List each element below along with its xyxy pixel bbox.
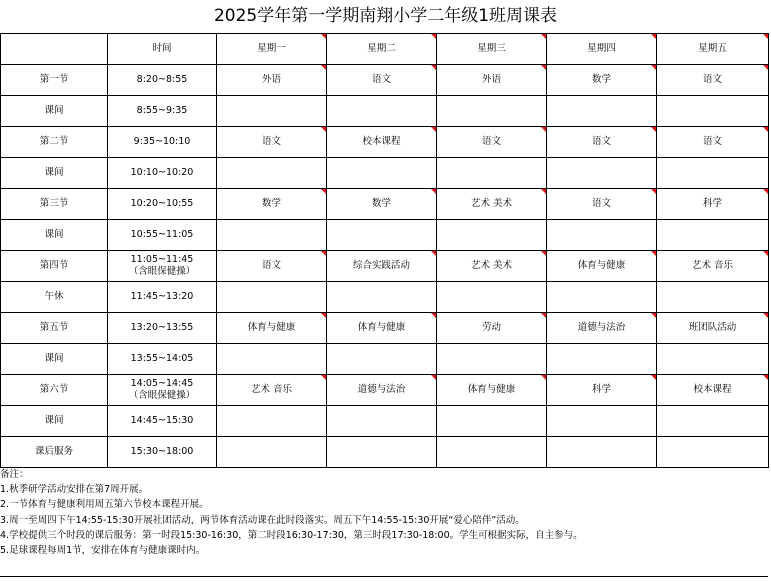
class-cell-monday: 语文: [217, 251, 327, 282]
class-cell-tuesday: [327, 220, 437, 251]
class-cell-wednesday: [437, 406, 547, 437]
time-line: 13:55~14:05: [130, 353, 194, 364]
header-corner: [1, 34, 108, 65]
class-cell-thursday: 科学: [547, 375, 657, 406]
class-cell-wednesday: 劳动: [437, 313, 547, 344]
period-time: [108, 127, 217, 158]
class-cell-thursday: [547, 437, 657, 468]
class-cell-thursday: 数学: [547, 65, 657, 96]
time-line: 9:35~10:10: [133, 136, 191, 147]
header-friday: 星期五: [657, 34, 769, 65]
time-line: （含眼保健操）: [128, 266, 196, 277]
class-cell-tuesday: [327, 158, 437, 189]
schedule-row: [1, 251, 769, 282]
class-cell-thursday: 语文: [547, 189, 657, 220]
period-label: 第四节: [1, 251, 108, 282]
period-label: 第二节: [1, 127, 108, 158]
period-label: 课间: [1, 96, 108, 127]
note-line: 3.周一至周四下午14:55-15:30开展社团活动，两节体育活动课在此时段落实。周五下午14:55-15:30开展“爱心陪伴”活动。: [0, 514, 525, 526]
bottom-border: [0, 576, 768, 577]
period-time: [108, 220, 217, 251]
schedule-row: [1, 96, 769, 127]
class-cell-monday: 体育与健康: [217, 313, 327, 344]
class-cell-wednesday: [437, 344, 547, 375]
class-cell-wednesday: 艺术 美术: [437, 251, 547, 282]
time-line: 11:05~11:45: [130, 254, 194, 265]
class-cell-friday: [657, 406, 769, 437]
class-cell-tuesday: [327, 437, 437, 468]
schedule-title: 2025学年第一学期南翔小学二年级1班周课表: [213, 6, 558, 26]
class-cell-tuesday: [327, 406, 437, 437]
class-cell-monday: 艺术 音乐: [217, 375, 327, 406]
class-cell-friday: [657, 344, 769, 375]
time-line: 10:55~11:05: [130, 229, 194, 240]
class-cell-thursday: [547, 344, 657, 375]
period-label: 第一节: [1, 65, 108, 96]
header-wednesday: 星期三: [437, 34, 547, 65]
schedule-row: [1, 65, 769, 96]
schedule-row: [1, 313, 769, 344]
header-row: [1, 34, 769, 65]
class-cell-thursday: 体育与健康: [547, 251, 657, 282]
schedule-row: [1, 189, 769, 220]
header-thursday: 星期四: [547, 34, 657, 65]
note-line: 4.学校提供三个时段的课后服务：第一时段15:30-16:30，第二时段16:30-17:30，第三时段17:30-18:00。学生可根据实际，自主参与。: [0, 529, 583, 541]
timetable: [0, 33, 769, 468]
time-line: 15:30~18:00: [130, 446, 194, 457]
schedule-row: [1, 282, 769, 313]
time-line: （含眼保健操）: [128, 390, 196, 401]
class-cell-wednesday: [437, 220, 547, 251]
time-line: 13:20~13:55: [130, 322, 194, 333]
time-line: 14:45~15:30: [130, 415, 194, 426]
time-line: 10:10~10:20: [130, 167, 194, 178]
period-time: [108, 437, 217, 468]
period-label: 课间: [1, 158, 108, 189]
class-cell-wednesday: 体育与健康: [437, 375, 547, 406]
period-time: [108, 375, 217, 406]
header-tuesday: 星期二: [327, 34, 437, 65]
period-time: [108, 313, 217, 344]
header-monday: 星期一: [217, 34, 327, 65]
schedule-row: [1, 158, 769, 189]
schedule-row: [1, 375, 769, 406]
note-line: 备注：: [0, 469, 29, 480]
note-line: 1.秋季研学活动安排在第7周开展。: [0, 484, 149, 496]
period-time: [108, 65, 217, 96]
schedule-row: [1, 437, 769, 468]
class-cell-friday: 班团队活动: [657, 313, 769, 344]
class-cell-monday: [217, 96, 327, 127]
period-time: [108, 406, 217, 437]
class-cell-thursday: 道德与法治: [547, 313, 657, 344]
class-cell-tuesday: 综合实践活动: [327, 251, 437, 282]
period-label: 第五节: [1, 313, 108, 344]
time-line: 10:20~10:55: [130, 198, 194, 209]
class-cell-tuesday: [327, 96, 437, 127]
class-cell-friday: [657, 220, 769, 251]
class-cell-tuesday: 体育与健康: [327, 313, 437, 344]
period-label: 课间: [1, 406, 108, 437]
class-cell-friday: 语文: [657, 127, 769, 158]
notes: [0, 467, 768, 558]
schedule-row: [1, 220, 769, 251]
class-cell-wednesday: [437, 96, 547, 127]
class-cell-monday: [217, 158, 327, 189]
class-cell-friday: 艺术 音乐: [657, 251, 769, 282]
class-cell-wednesday: [437, 437, 547, 468]
class-cell-monday: [217, 220, 327, 251]
note-line: 2.一节体育与健康利用周五第六节校本课程开展。: [0, 499, 209, 511]
time-line: 14:05~14:45: [130, 378, 194, 389]
period-label: 课后服务: [1, 437, 108, 468]
class-cell-monday: 外语: [217, 65, 327, 96]
time-line: 11:45~13:20: [130, 291, 194, 302]
class-cell-friday: 科学: [657, 189, 769, 220]
period-label: 午休: [1, 282, 108, 313]
class-cell-wednesday: [437, 282, 547, 313]
class-cell-wednesday: 语文: [437, 127, 547, 158]
period-time: [108, 251, 217, 282]
class-cell-tuesday: [327, 282, 437, 313]
time-line: 8:20~8:55: [136, 74, 188, 85]
schedule-row: [1, 344, 769, 375]
class-cell-monday: [217, 406, 327, 437]
class-cell-monday: 数学: [217, 189, 327, 220]
class-cell-friday: [657, 158, 769, 189]
period-label: 课间: [1, 220, 108, 251]
time-line: 8:55~9:35: [136, 105, 188, 116]
period-time: [108, 344, 217, 375]
header-time: 时间: [108, 34, 217, 65]
class-cell-tuesday: 数学: [327, 189, 437, 220]
period-time: [108, 189, 217, 220]
class-cell-tuesday: [327, 344, 437, 375]
period-time: [108, 96, 217, 127]
class-cell-wednesday: [437, 158, 547, 189]
class-cell-wednesday: 外语: [437, 65, 547, 96]
class-cell-thursday: [547, 96, 657, 127]
class-cell-monday: [217, 344, 327, 375]
class-cell-friday: 校本课程: [657, 375, 769, 406]
period-label: 第六节: [1, 375, 108, 406]
class-cell-wednesday: 艺术 美术: [437, 189, 547, 220]
class-cell-monday: [217, 437, 327, 468]
period-time: [108, 282, 217, 313]
class-cell-thursday: [547, 158, 657, 189]
class-cell-thursday: 语文: [547, 127, 657, 158]
class-cell-tuesday: 道德与法治: [327, 375, 437, 406]
class-cell-friday: [657, 282, 769, 313]
period-label: 课间: [1, 344, 108, 375]
class-cell-friday: 语文: [657, 65, 769, 96]
class-cell-thursday: [547, 220, 657, 251]
class-cell-monday: [217, 282, 327, 313]
class-cell-thursday: [547, 406, 657, 437]
class-cell-monday: 语文: [217, 127, 327, 158]
schedule-row: [1, 127, 769, 158]
schedule-row: [1, 406, 769, 437]
class-cell-tuesday: 语文: [327, 65, 437, 96]
class-cell-friday: [657, 96, 769, 127]
class-cell-friday: [657, 437, 769, 468]
note-line: 5.足球课程每周1节，安排在体育与健康课时内。: [0, 545, 206, 557]
period-time: [108, 158, 217, 189]
class-cell-thursday: [547, 282, 657, 313]
class-cell-tuesday: 校本课程: [327, 127, 437, 158]
period-label: 第三节: [1, 189, 108, 220]
